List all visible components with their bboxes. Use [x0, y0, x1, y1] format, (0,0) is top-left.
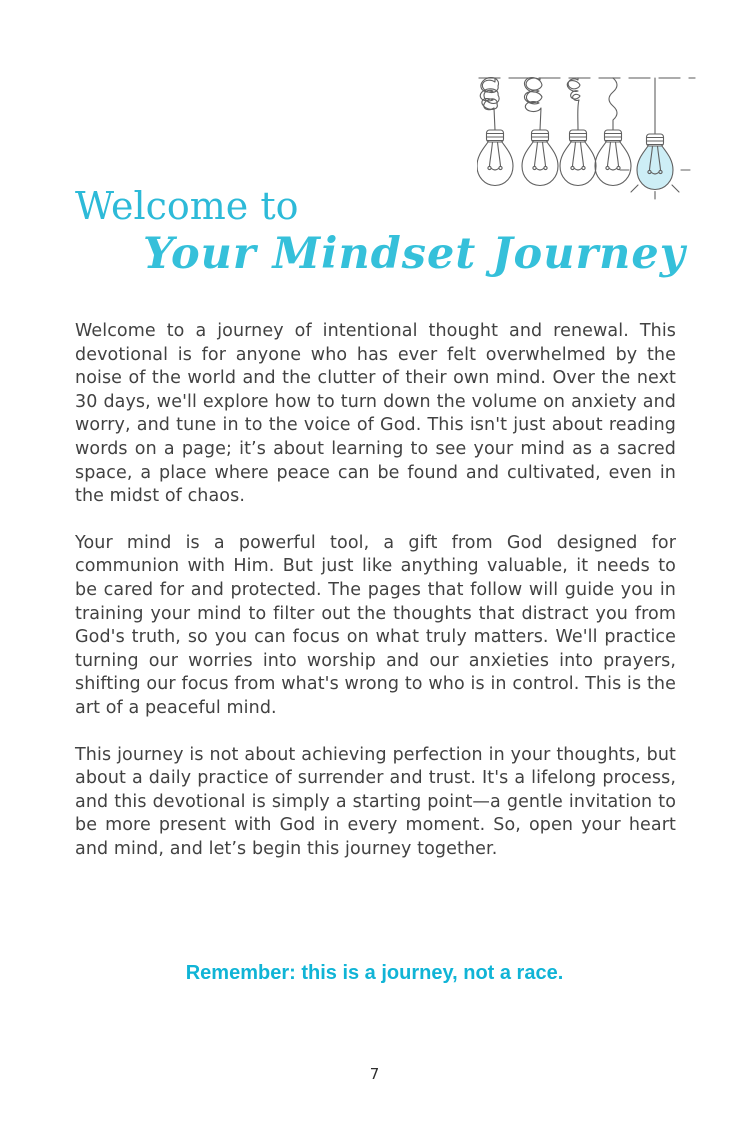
paragraph-1: Welcome to a journey of intentional thought and renewal. This devotional is for anyone who has ever felt overwhelmed by the noise of the world and the clutter of their own mind. Over the next 30 days, we'll explore how to turn down the volume on anxiety and worry, and tune in to the voice of God. This isn't just about reading words on a page; it’s about learning to see your mind as a sacred space, a place where peace can be found and cultivated, even in the midst of chaos.	[75, 321, 676, 507]
page-title: Welcome to	[75, 184, 299, 228]
page-subtitle-script: Your Mindset Journey	[143, 228, 686, 279]
tangled-to-lit-lightbulb-icon	[477, 66, 697, 200]
lightbulbs-illustration	[477, 66, 697, 200]
page-number: 7	[369, 1065, 380, 1083]
paragraph-3: This journey is not about achieving perfection in your thoughts, but about a daily practice of surrender and trust. It's a lifelong process, and this devotional is simply a starting point—a gentle invitation to be more present with God in every moment. So, open your heart and mind, and let’s begin this journey together.	[75, 744, 676, 859]
page-title-block	[75, 186, 686, 279]
body-text	[75, 320, 676, 884]
paragraph-2: Your mind is a powerful tool, a gift from God designed for communion with Him. But just like anything valuable, it needs to be cared for and protected. The pages that follow will guide you in training your mind to filter out the thoughts that distract you from God's truth, so you can focus on what truly matters. We'll practice turning our worries into worship and our anxieties into prayers, shifting our focus from what's wrong to who is in control. This is the art of a peaceful mind.	[75, 532, 676, 718]
reminder-callout: Remember: this is a journey, not a race.	[185, 962, 564, 984]
